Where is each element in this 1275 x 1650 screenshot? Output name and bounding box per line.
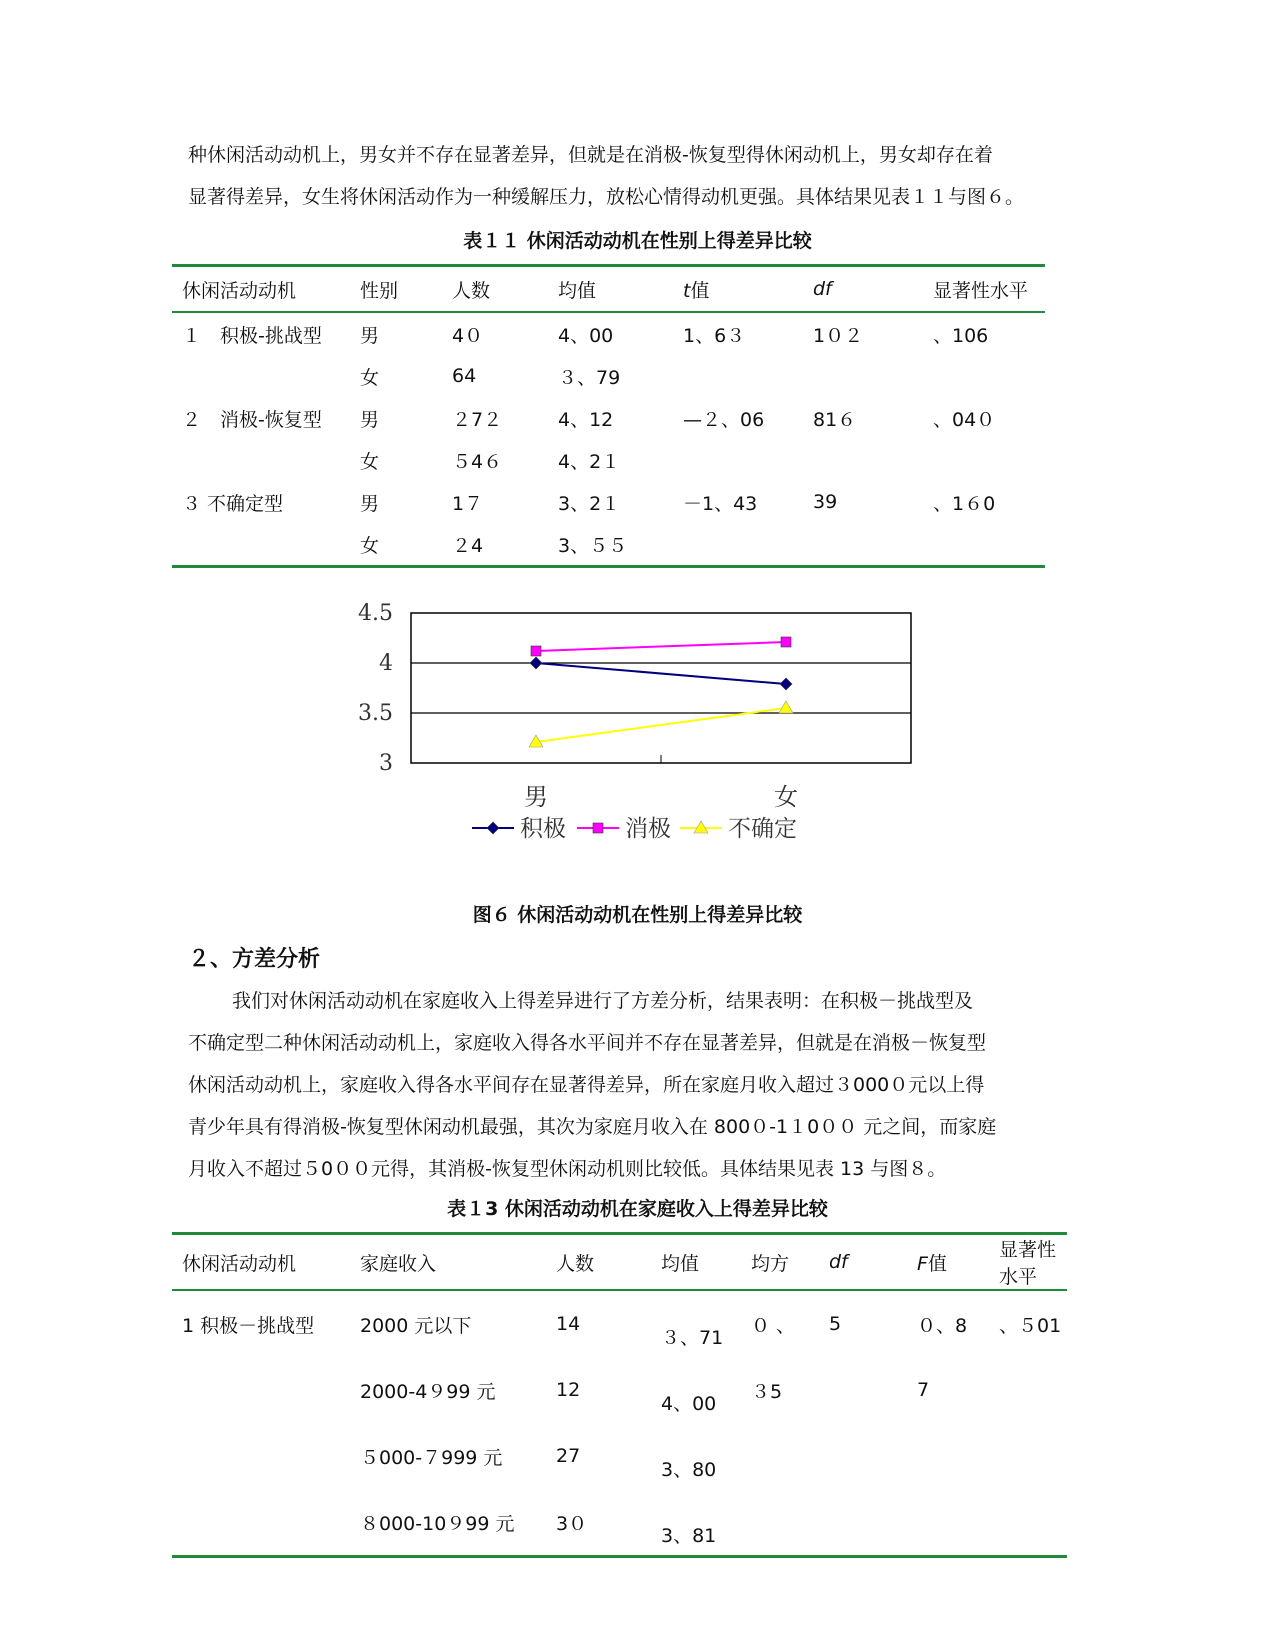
legend-marker: [593, 823, 603, 833]
header-mean: 均值: [558, 279, 597, 302]
cell-t: 1、6３: [683, 324, 746, 347]
cell-income: ５000-７999 元: [360, 1446, 503, 1469]
table-row: [172, 355, 1045, 397]
section2-line-1: 我们对休闲活动动机在家庭收入上得差异进行了方差分析，结果表明：在积极－挑战型及: [232, 990, 974, 1012]
table-row: [172, 1290, 1067, 1357]
cell-mean: 3、80: [661, 1458, 717, 1481]
table11: [172, 264, 1045, 568]
y-tick-label: 4.5: [358, 601, 393, 626]
cell-count: ２4: [452, 534, 484, 557]
cell-count: 12: [556, 1379, 581, 1401]
table13-caption: 表１3 休闲活动动机在家庭收入上得差异比较: [447, 1198, 828, 1220]
header-gender: 性别: [360, 279, 399, 302]
header-motive: 休闲活动动机: [182, 279, 297, 302]
table11-header-row: [172, 266, 1045, 313]
section2-paragraph: [188, 980, 1088, 1190]
cell-motive: [172, 523, 350, 567]
cell-motive: [172, 355, 350, 397]
table-row: [172, 1489, 1067, 1557]
cell-count: ２7２: [452, 408, 503, 431]
section2-title: ２、方差分析: [188, 947, 321, 972]
cell-t: —２、06: [683, 408, 765, 431]
header-df: df: [829, 1251, 848, 1273]
y-tick-label: 4: [379, 651, 393, 676]
table-row: [172, 1357, 1067, 1423]
header-count: 人数: [556, 1252, 595, 1275]
cell-count: 27: [556, 1445, 581, 1467]
legend-label: 积极: [520, 816, 566, 842]
cell-motive: 1 积极－挑战型: [182, 1314, 315, 1337]
cell-df: [819, 1489, 907, 1557]
cell-f: ０、8: [917, 1314, 968, 1337]
intro-paragraph: [188, 134, 1088, 218]
cell-t: [673, 439, 803, 481]
cell-mean-square: ３5: [751, 1380, 783, 1403]
cell-motive: [172, 1357, 350, 1423]
table-row: [172, 312, 1045, 355]
cell-mean: 4、12: [558, 408, 614, 431]
header-motive: 休闲活动动机: [182, 1252, 297, 1275]
cell-gender: 男: [360, 408, 380, 431]
cell-sig: 、04０: [933, 408, 996, 431]
cell-mean: ３、71: [661, 1326, 724, 1349]
cell-df: [803, 355, 923, 397]
cell-df: 1０２: [813, 324, 864, 347]
figure6-caption: 图６ 休闲活动动机在性别上得差异比较: [472, 904, 803, 926]
cell-sig: [989, 1357, 1067, 1423]
cell-count: 64: [452, 365, 477, 387]
cell-df: 5: [829, 1313, 842, 1335]
cell-mean: ３、79: [558, 366, 621, 389]
table13: [172, 1232, 1067, 1558]
cell-gender: 男: [360, 324, 380, 347]
header-mean: 均值: [661, 1252, 700, 1275]
table-row: [172, 481, 1045, 523]
cell-mean: 4、2１: [558, 450, 621, 473]
cell-df: [803, 439, 923, 481]
cell-income: ８000-10９99 元: [360, 1512, 515, 1535]
section2-line-4: 青少年具有得消极-恢复型休闲动机最强，其次为家庭月收入在 800０-1１0００ 元之间，而家庭: [188, 1116, 997, 1138]
cell-sig: [923, 355, 1045, 397]
intro-line-1: 种休闲活动动机上，男女并不存在显著差异，但就是在消极-恢复型得休闲动机上，男女却存在着: [188, 144, 993, 166]
cell-motive: [172, 439, 350, 481]
cell-sig: 、５01: [999, 1314, 1062, 1337]
f-suffix: 值: [927, 1252, 947, 1275]
cell-mean-square: [741, 1423, 819, 1489]
cell-sig: [989, 1489, 1067, 1557]
intro-line-2: 显著得差异，女生将休闲活动作为一种缓解压力，放松心情得动机更强。具体结果见表１１与图６。: [188, 186, 1025, 208]
cell-mean-square: [741, 1489, 819, 1557]
header-significance: 显著性水平: [933, 279, 1029, 302]
cell-motive: [172, 1423, 350, 1489]
cell-t: [673, 355, 803, 397]
cell-gender: 女: [360, 450, 380, 473]
cell-df: [819, 1423, 907, 1489]
cell-f: [907, 1489, 989, 1557]
cell-df: [803, 523, 923, 567]
data-point: [781, 637, 791, 647]
cell-mean: 4、00: [558, 324, 614, 347]
legend-label: 不确定: [728, 816, 797, 842]
cell-df: [819, 1357, 907, 1423]
cell-motive: １ 积极-挑战型: [182, 324, 322, 347]
cell-gender: 男: [360, 492, 380, 515]
cell-motive: [172, 1489, 350, 1557]
plot-frame: [411, 613, 911, 763]
cell-mean-square: ０ 、: [751, 1314, 796, 1337]
x-tick-label: 男: [524, 783, 548, 811]
cell-mean: 3、５５: [558, 534, 628, 557]
y-tick-label: 3.5: [358, 701, 393, 726]
cell-motive: ２ 消极-恢复型: [182, 408, 322, 431]
cell-count: 1７: [452, 492, 484, 515]
header-t-value: [673, 266, 803, 313]
header-df: df: [813, 278, 832, 300]
cell-income: 2000-4９99 元: [360, 1380, 496, 1403]
table-row: [172, 523, 1045, 567]
header-mean-square: 均方: [751, 1252, 790, 1275]
cell-t: －1、43: [683, 492, 758, 515]
cell-f: 7: [917, 1379, 930, 1401]
cell-mean: 3、2１: [558, 492, 621, 515]
cell-motive: ３ 不确定型: [182, 492, 284, 515]
data-point: [531, 646, 541, 656]
cell-df: 39: [813, 491, 838, 513]
header-f-value: [907, 1234, 989, 1291]
header-income: 家庭收入: [360, 1252, 437, 1275]
cell-sig: [989, 1423, 1067, 1489]
header-significance: 显著性水平: [999, 1239, 1057, 1288]
figure6-line-chart: [330, 598, 930, 878]
cell-sig: 、1６0: [933, 492, 996, 515]
table-row: [172, 1423, 1067, 1489]
cell-sig: [923, 439, 1045, 481]
table-row: [172, 439, 1045, 481]
cell-mean: 4、00: [661, 1392, 717, 1415]
t-symbol: t: [683, 279, 691, 302]
cell-f: [907, 1423, 989, 1489]
section2-line-3: 休闲活动动机上，家庭收入得各水平间存在显著得差异，所在家庭月收入超过３000０元以上得: [188, 1074, 985, 1096]
t-suffix: 值: [690, 279, 710, 302]
cell-count: 4０: [452, 324, 484, 347]
cell-t: [673, 523, 803, 567]
section2-line-2: 不确定型二种休闲活动动机上，家庭收入得各水平间并不存在显著差异，但就是在消极－恢复型: [188, 1032, 987, 1054]
cell-sig: [923, 523, 1045, 567]
cell-mean: 3、81: [661, 1524, 717, 1547]
cell-df: 81６: [813, 408, 857, 431]
y-tick-label: 3: [379, 751, 393, 776]
cell-income: 2000 元以下: [360, 1314, 472, 1337]
cell-gender: 女: [360, 366, 380, 389]
table11-caption: 表１１ 休闲活动动机在性别上得差异比较: [463, 230, 812, 252]
header-count: 人数: [452, 279, 491, 302]
table13-header-row: [172, 1234, 1067, 1291]
section2-line-5: 月收入不超过５0００元得，其消极-恢复型休闲动机则比较低。具体结果见表 13 与图８。: [188, 1158, 947, 1180]
f-symbol: F: [917, 1252, 928, 1275]
table-row: [172, 397, 1045, 439]
cell-gender: 女: [360, 534, 380, 557]
x-tick-label: 女: [774, 783, 798, 811]
legend-marker: [487, 822, 499, 834]
cell-count: 14: [556, 1313, 581, 1335]
cell-count: ５4６: [452, 450, 503, 473]
legend-label: 消极: [625, 816, 671, 842]
cell-sig: 、106: [933, 324, 989, 347]
cell-count: 3０: [556, 1512, 588, 1535]
